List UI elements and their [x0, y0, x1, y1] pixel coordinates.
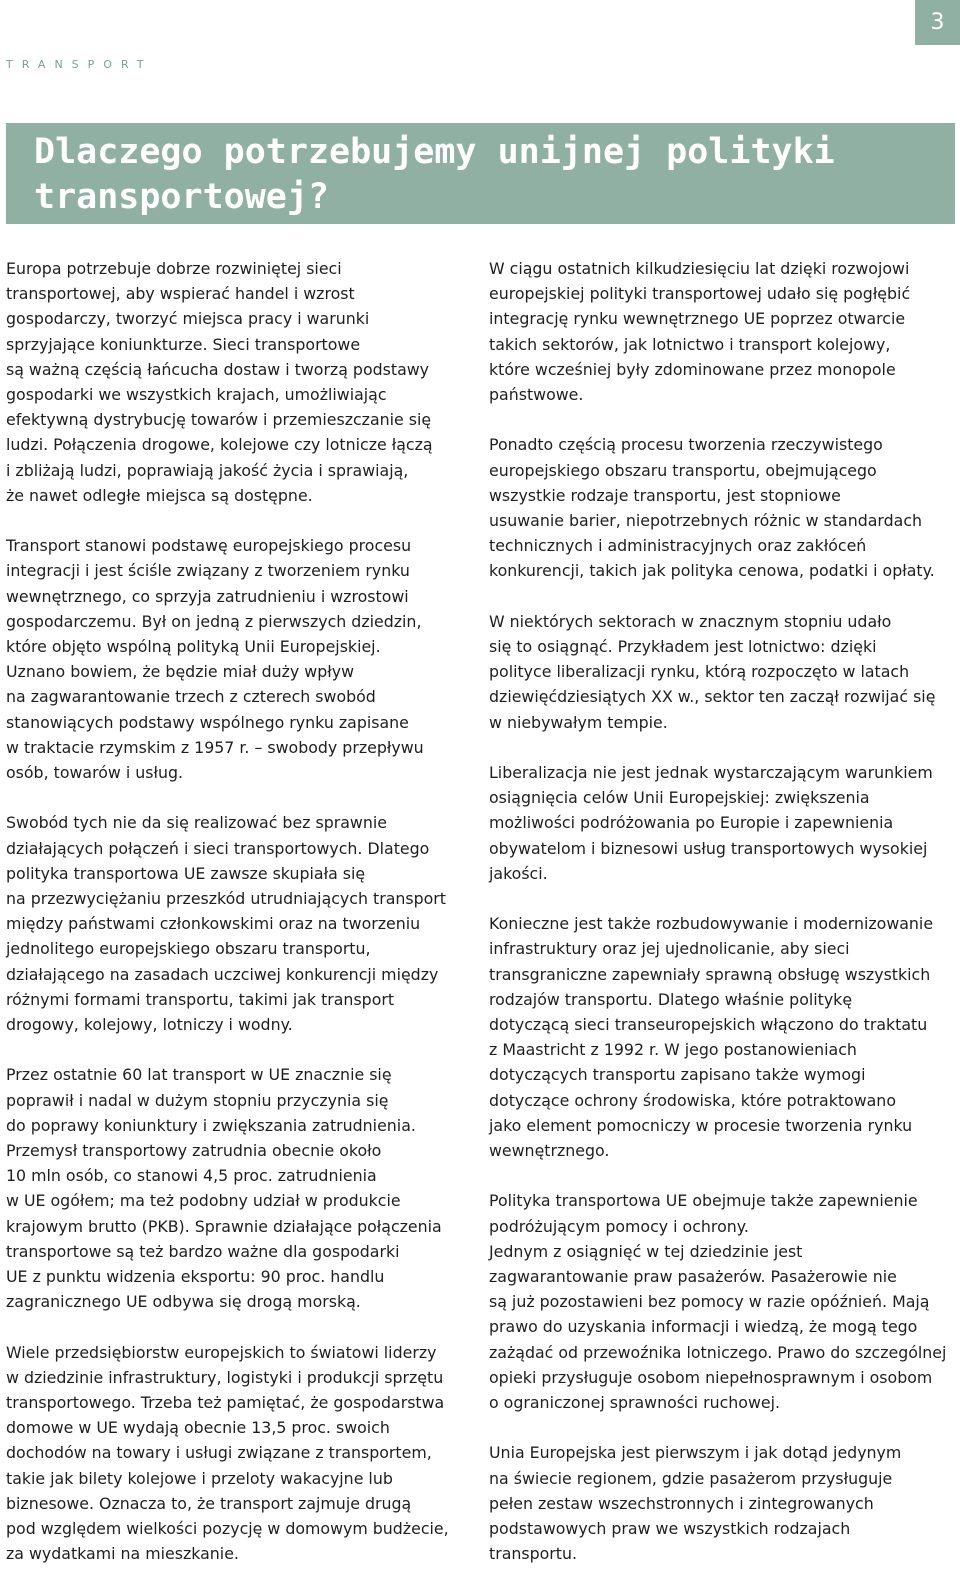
paragraph: W niektórych sektorach w znacznym stopniu udało się to osiągnąć. Przykładem jest lotnictwo: dzięki polityce liberalizacji rynku, którą rozpoczęto w latach dziewięćdziesiątych XX w., sektor ten zaczął rozwijać się w niebywałym tempie.	[489, 611, 936, 732]
paragraph: Unia Europejska jest pierwszym i jak dotąd jedynym na świecie regionem, gdzie pasażerom przysługuje pełen zestaw wszechstronnych i zintegrowanych podstawowych praw we wszystkich rodzajach transportu.	[489, 1443, 902, 1564]
paragraph: Europa potrzebuje dobrze rozwiniętej sieci transportowej, aby wspierać handel i wzrost gospodarczy, tworzyć miejsca pracy i warunki sprzyjające koniunkturze. Sieci transportowe są ważną częścią łańcucha dostaw i tworzą podstawy gospodarki we wszystkich krajach, umożliwiając efektywną dystrybucję towarów i przemieszczanie się ludzi. Połączenia drogowe, kolejowe czy lotnicze łączą i zbliżają ludzi, poprawiają jakość życia i sprawiają, że nawet odległe miejsca są dostępne.	[6, 259, 433, 505]
paragraph: Transport stanowi podstawę europejskiego procesu integracji i jest ściśle związany z tworzeniem rynku wewnętrznego, co sprzyja zatrudnieniu i wzrostowi gospodarczemu. Był on jedną z pierwszych dziedzin, które objęto wspólną polityką Unii Europejskiej. Uznano bowiem, że będzie miał duży wpływ na zagwarantowanie trzech z czterech swobód stanowiących podstawy wspólnego rynku zapisane w traktacie rzymskim z 1957 r. – swobody przepływu osób, towarów i usług.	[6, 536, 424, 783]
paragraph: Konieczne jest także rozbudowywanie i modernizowanie infrastruktury oraz jej ujednolicanie, aby sieci transgraniczne zapewniały sprawną obsługę wszystkich rodzajów transportu. Dlatego właśnie politykę dotyczącą sieci transeuropejskich włączono do traktatu z Maastricht z 1992 r. W jego postanowieniach dotyczących transportu zapisano także wymogi dotyczące ochrony środowiska, które potraktowano jako element pomocniczy w procesie tworzenia rynku wewnętrznego.	[489, 914, 934, 1161]
paragraph: W ciągu ostatnich kilkudziesięciu lat dzięki rozwojowi europejskiej polityki transportowej udało się pogłębić integrację rynku wewnętrznego UE poprzez otwarcie takich sektorów, jak lotnictwo i transport kolejowy, które wcześniej były zdominowane przez monopole państwowe.	[489, 259, 911, 405]
paragraph: Przez ostatnie 60 lat transport w UE znacznie się poprawił i nadal w dużym stopniu przyczynia się do poprawy koniunktury i zwiększania zatrudnienia. Przemysł transportowy zatrudnia obecnie około 10 mln osób, co stanowi 4,5 proc. zatrudnienia w UE ogółem; ma też podobny udział w produkcie krajowym brutto (PKB). Sprawnie działające połączenia transportowe są też bardzo ważne dla gospodarki UE z punktu widzenia eksportu: 90 proc. handlu zagranicznego UE odbywa się drogą morską.	[6, 1065, 442, 1312]
paragraph: Polityka transportowa UE obejmuje także zapewnienie podróżującym pomocy i ochrony. Jednym z osiągnięć w tej dziedzinie jest zagwarantowanie praw pasażerów. Pasażerowie nie są już pozostawieni bez pomocy w razie opóźnień. Mają prawo do uzyskania informacji i wiedzą, że mogą tego zażądać od przewoźnika lotniczego. Prawo do szczególnej opieki przysługuje osobom niepełnosprawnym i osobom o ograniczonej sprawności ruchowej.	[489, 1191, 947, 1413]
page-title: Dlaczego potrzebujemy unijnej polityki transportowej?	[34, 132, 835, 217]
paragraph: Liberalizacja nie jest jednak wystarczającym warunkiem osiągnięcia celów Unii Europejskiej: zwiększenia możliwości podróżowania po Europie i zapewnienia obywatelom i biznesowi usług transportowych wysokiej jakości.	[489, 763, 933, 883]
page-number: 3	[915, 0, 960, 45]
section-label: TRANSPORT	[6, 58, 153, 71]
paragraph: Swobód tych nie da się realizować bez sprawnie działających połączeń i sieci transportowych. Dlatego polityka transportowa UE zawsze skupiała się na przezwyciężaniu przeszkód utrudniających transport między państwami członkowskimi oraz na tworzeniu jednolitego europejskiego obszaru transportu, działającego na zasadach uczciwej konkurencji między różnymi formami transportu, takimi jak transport drogowy, kolejowy, lotniczy i wodny.	[6, 813, 446, 1035]
right-column	[489, 256, 949, 1592]
title-banner	[6, 123, 955, 224]
paragraph: Ponadto częścią procesu tworzenia rzeczywistego europejskiego obszaru transportu, obejmującego wszystkie rodzaje transportu, jest stopniowe usuwanie barier, niepotrzebnych różnic w standardach technicznych i administracyjnych oraz zakłóceń konkurencji, takich jak polityka cenowa, podatki i opłaty.	[489, 435, 935, 581]
left-column	[6, 256, 466, 1592]
paragraph: Wiele przedsiębiorstw europejskich to światowi liderzy w dziedzinie infrastruktury, logistyki i produkcji sprzętu transportowego. Trzeba też pamiętać, że gospodarstwa domowe w UE wydają obecnie 13,5 proc. swoich dochodów na towary i usługi związane z transportem, takie jak bilety kolejowe i przeloty wakacyjne lub biznesowe. Oznacza to, że transport zajmuje drugą pod względem wielkości pozycję w domowym budżecie, za wydatkami na mieszkanie.	[6, 1342, 449, 1564]
